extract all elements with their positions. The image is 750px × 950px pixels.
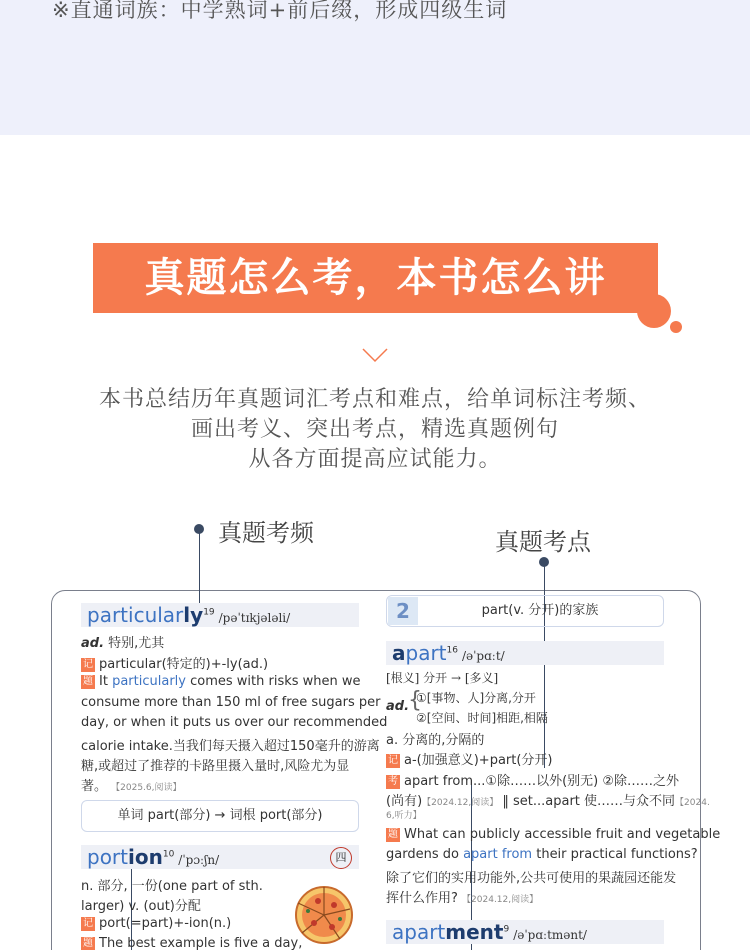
source-tag: 6,听力】 [386, 811, 422, 821]
example-tag: 题 [388, 828, 398, 840]
banner-title: 真题怎么考，本书怎么讲 [144, 255, 607, 301]
example-line-4: calorie intake.当我们每天摄入超过150毫升的游离 [81, 739, 380, 754]
chevron-down-icon [361, 346, 389, 364]
intro-line-2: 画出考义、突出考点，精选真题例句 [190, 417, 559, 442]
example-line-6 [81, 775, 182, 794]
source-tag: 【2024.12,阅读】 [462, 895, 539, 905]
portion-memo [81, 916, 231, 931]
example-text: It [99, 674, 113, 689]
top-note: ※直通词族：中学熟词+前后缀，形成四级生词 [52, 0, 508, 22]
section-header-box [386, 595, 664, 627]
phonetic: /əˈpɑːtmənt/ [513, 928, 587, 942]
example-text: comes with risks when we [185, 674, 361, 689]
source-tag: 【2024.12,阅读】 [422, 798, 499, 808]
example-tag: 题 [83, 937, 93, 949]
example-keyword: apart from [463, 847, 533, 862]
memo-text: port(=part)+-ion(n.) [99, 916, 232, 931]
intro-text [0, 385, 750, 475]
example-text: What can publicly accessible fruit and vegetable [404, 827, 721, 842]
exam-point-tag: 考 [388, 775, 398, 787]
meaning-line [81, 632, 164, 651]
example-text: 著。 [81, 779, 108, 794]
example-text: The best example is five a day, [99, 936, 303, 950]
exam-point-text: ‖ set...apart 使……与众不同 [498, 794, 676, 809]
example-line-1 [386, 827, 720, 842]
memo-tag: 记 [388, 754, 398, 766]
source-tag: 【2025.6,阅读】 [111, 783, 182, 793]
phonetic: /əˈpɑːt/ [461, 649, 505, 663]
frequency-count: 16 [446, 645, 458, 656]
headword-stem: a [392, 641, 406, 665]
phonetic: /ˈpɔːʃn/ [178, 853, 220, 867]
decor-dot-large [637, 294, 671, 328]
memo-tag: 记 [83, 658, 93, 670]
headword-stem: apart [392, 920, 446, 944]
root-meaning: [根义] 分开 → [多义] [386, 671, 499, 685]
callout-points: 真题考点 [495, 528, 591, 556]
memo-line [386, 749, 553, 768]
memo-tag: 记 [83, 917, 93, 929]
headword-stem: particular [87, 603, 184, 627]
section-number: 2 [388, 597, 418, 625]
example-keyword: particularly [112, 674, 186, 689]
level-badge: 四 [330, 847, 352, 869]
example-line-3: 除了它们的实用功能外,公共可使用的果蔬园还能发 [386, 871, 677, 886]
callout-line-frequency [199, 530, 200, 605]
source-tag: 【2024. [675, 798, 710, 808]
headword-apartment [392, 920, 587, 944]
headword-suffix: ment [445, 920, 504, 944]
example-line-3: day, or when it puts us over our recommended [81, 715, 388, 730]
callout-frequency: 真题考频 [218, 519, 314, 547]
pos-adverb [386, 699, 409, 714]
callout-line-points [544, 563, 545, 768]
headword-apart [392, 641, 505, 665]
exam-point-text: (尚有) [386, 794, 423, 809]
headword-stem: port [87, 845, 128, 869]
frequency-count: 9 [503, 924, 510, 935]
exam-point-line-1 [386, 770, 679, 789]
portion-meaning-2: larger) v. (out)分配 [81, 899, 201, 914]
sense-1: ①[事物、人]分离,分开 [416, 691, 536, 705]
memo-line [81, 653, 268, 672]
decor-dot-small [670, 321, 682, 333]
frequency-count: 19 [203, 607, 215, 618]
pizza-illustration [290, 875, 358, 950]
example-line-1 [81, 674, 361, 689]
example-tag: 题 [83, 675, 93, 687]
phonetic: /pəˈtɪkjələli/ [218, 611, 291, 625]
adj-meaning: a. 分离的,分隔的 [386, 733, 485, 748]
part-of-speech: ad. [81, 636, 105, 651]
brace: { [408, 688, 422, 713]
intro-line-1: 本书总结历年真题词汇考点和难点，给单词标注考频、 [98, 387, 651, 412]
headword-suffix: ly [183, 603, 204, 627]
memo-text: a-(加强意义)+part(分开) [404, 753, 553, 768]
frequency-count: 10 [162, 849, 175, 860]
example-line-4 [386, 887, 538, 906]
word-family-box: 单词 part(部分) → 词根 port(部分) [81, 800, 359, 832]
example-text: gardens do [386, 847, 464, 862]
top-band [0, 0, 750, 135]
headword-suffix: part [405, 641, 447, 665]
sense-2: ②[空间、时间]相距,相隔 [416, 711, 548, 725]
portion-meaning-1: n. 部分, 一份(one part of sth. [81, 879, 263, 894]
meaning: 特别,尤其 [108, 636, 165, 651]
memo-text: particular(特定的)+-ly(ad.) [99, 657, 269, 672]
example-text: their practical functions? [532, 847, 698, 862]
exam-point-line-2 [386, 790, 710, 809]
part-of-speech: ad. [386, 699, 410, 714]
headword-suffix: ion [128, 845, 163, 869]
headword-portion [87, 845, 219, 869]
example-line-2 [386, 847, 698, 862]
example-text: 挥什么作用? [386, 891, 458, 906]
exam-point-text: apart from...①除……以外(别无) ②除……之外 [404, 774, 679, 789]
exam-point-line-3 [386, 807, 422, 822]
example-line-5: 糖,或超过了推荐的卡路里摄入量时,风险尤为显 [81, 759, 350, 774]
intro-line-3: 从各方面提高应试能力。 [248, 447, 502, 472]
portion-example [81, 936, 302, 950]
section-banner [93, 243, 658, 313]
section-title: part(v. 分开)的家族 [481, 603, 599, 618]
headword-particularly [87, 603, 290, 627]
example-line-2: consume more than 150 ml of free sugars per [81, 695, 381, 710]
